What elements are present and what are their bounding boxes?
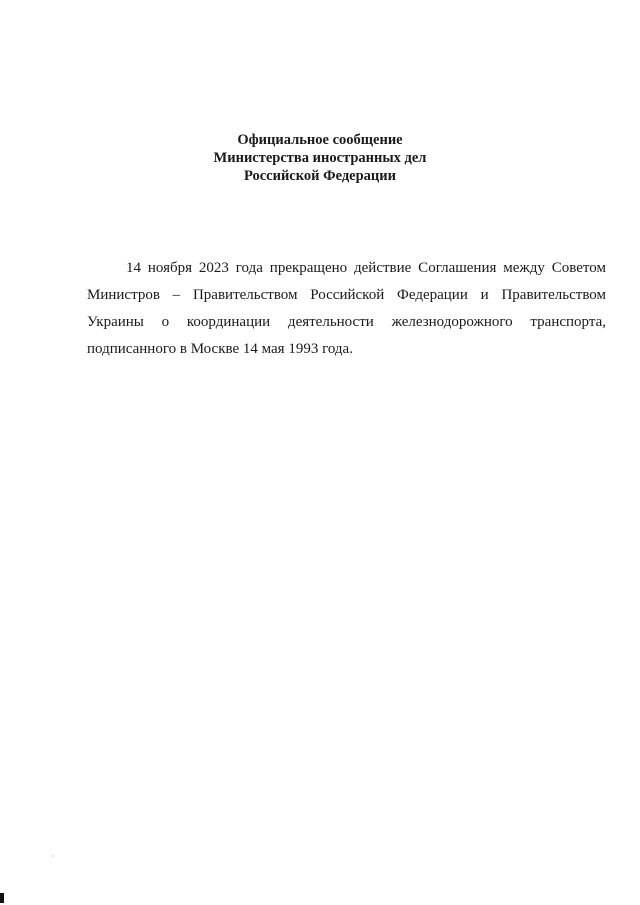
- body-line-3: Украины о координации деятельности железнодорожного транспорта,: [87, 314, 606, 330]
- scan-artifact-dot: [52, 855, 54, 857]
- body-line-4: подписанного в Москве 14 мая 1993 года.: [87, 341, 353, 357]
- document-title: [0, 131, 640, 185]
- title-line-official-message: Официальное сообщение: [237, 132, 403, 148]
- body-line-1: 14 ноября 2023 года прекращено действие Соглашения между Советом: [126, 260, 606, 276]
- body-paragraph: [87, 255, 606, 363]
- title-line-ministry: Министерства иностранных дел: [213, 150, 427, 166]
- scan-artifact-mark: [0, 893, 4, 903]
- title-line-federation: Российской Федерации: [243, 168, 396, 184]
- body-line-2: Министров – Правительством Российской Федерации и Правительством: [87, 287, 606, 303]
